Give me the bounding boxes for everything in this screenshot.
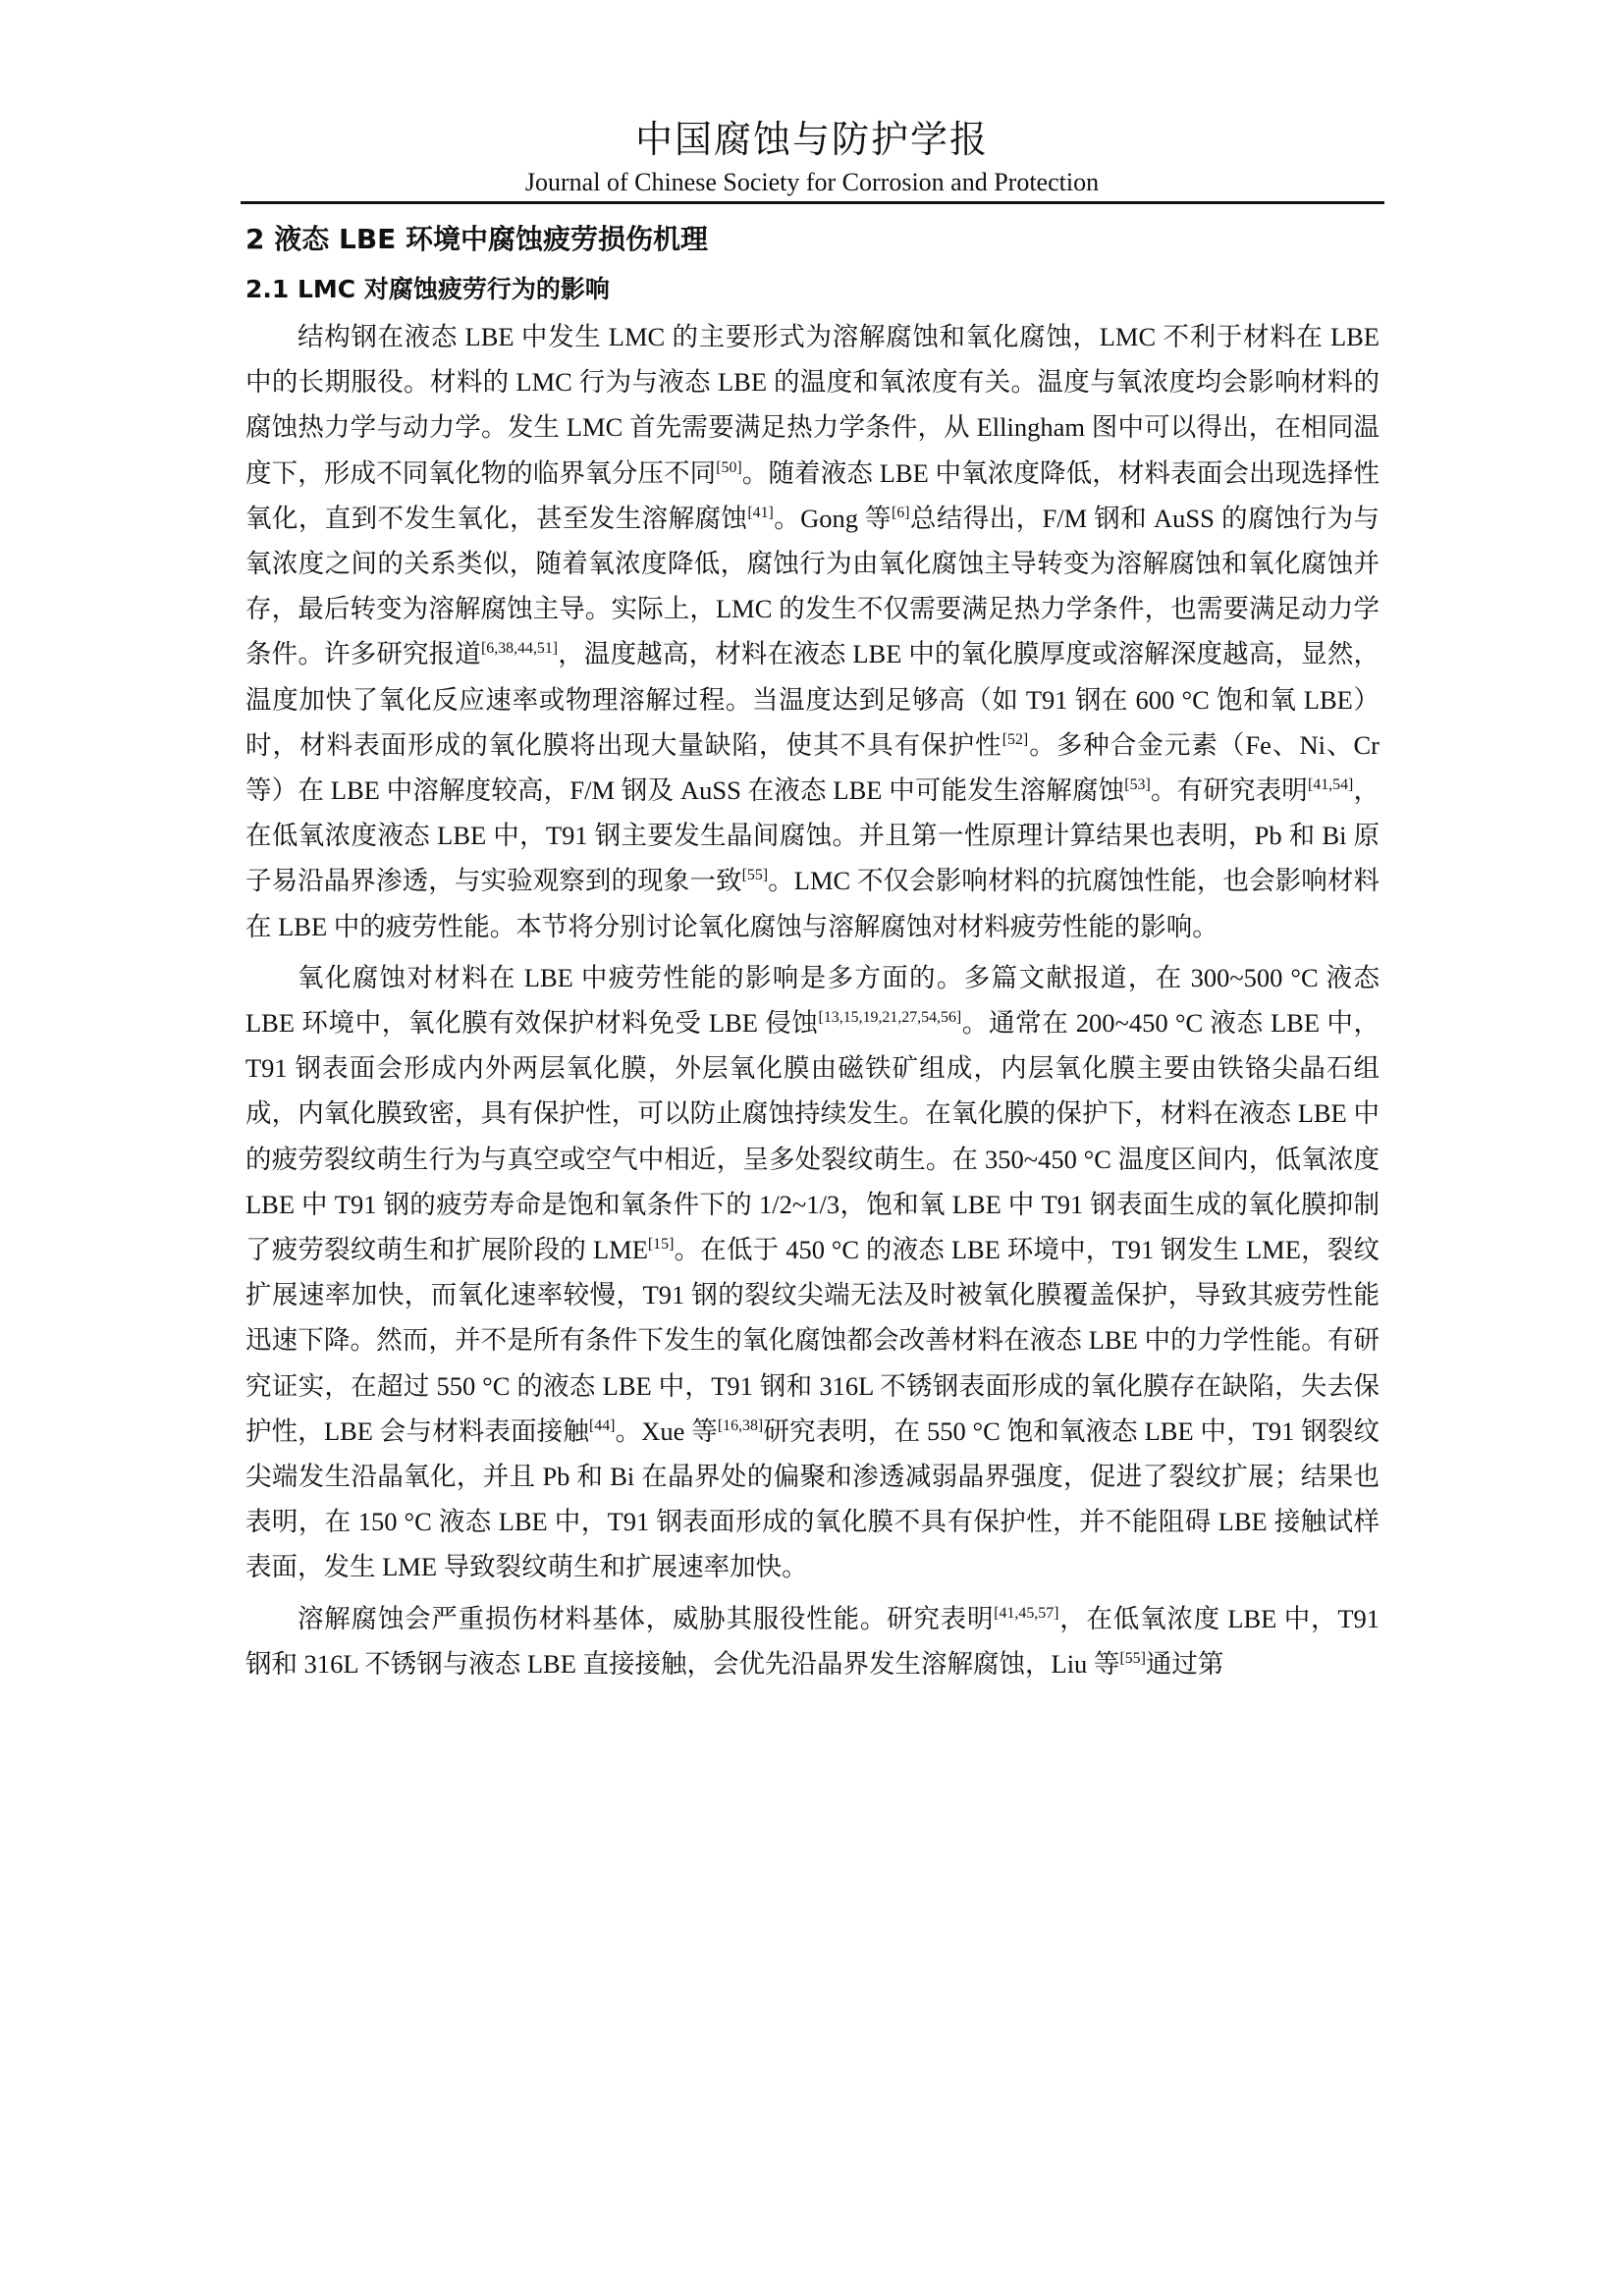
article-body (245, 214, 1380, 1692)
citation-ref: [53] (1124, 776, 1151, 794)
citation-ref: [15] (647, 1236, 675, 1254)
citation-ref: [6,38,44,51] (480, 640, 559, 658)
citation-ref: [16,38] (717, 1417, 764, 1435)
body-paragraph-1 (245, 314, 1380, 949)
citation-ref: [52] (1001, 731, 1029, 748)
citation-ref: [6] (891, 504, 910, 521)
paragraph-text: ，在低氧浓度 LBE 中，T91 钢和 316L 不锈钢与液态 LBE 直接接触，会优先沿晶界发生溶解腐蚀，Liu 等 (245, 1603, 1380, 1679)
paragraph-text: 。Xue 等 (615, 1415, 718, 1446)
citation-ref: [44] (588, 1417, 616, 1435)
section-heading: 2 液态 LBE 环境中腐蚀疲劳损伤机理 (245, 223, 709, 255)
paragraph-text: 。在低于 450 °C 的液态 LBE 环境中，T91 钢发生 LME，裂纹扩展速率加快，而氧化速率较慢，T91 钢的裂纹尖端无法及时被氧化膜覆盖保护，导致其疲劳性能迅速下降。然而，并不是所有条件下发生的氧化腐蚀都会改善材料在液态 LBE 中的力学性能。有研究证实，在超过 550 °C 的液态 LBE 中，T91 钢和 316L 不锈钢表面形成的氧化膜存在缺陷，失去保护性，LBE 会与材料表面接触 (245, 1235, 1380, 1446)
citation-ref: [55] (1119, 1650, 1146, 1668)
paragraph-text: 结构钢在液态 LBE 中发生 LMC 的主要形式为溶解腐蚀和氧化腐蚀，LMC 不利于材料在 LBE 中的长期服役。材料的 LMC 行为与液态 LBE 的温度和氧浓度有关。温度与氧浓度均会影响材料的腐蚀热力学与动力学。发生 LMC 首先需要满足热力学条件，从 Ellingham 图中可以得出，在相同温度下，形成不同氧化物的临界氧分压不同 (245, 322, 1380, 488)
paragraph-text: ，在低氧浓度液态 LBE 中，T91 钢主要发生晶间腐蚀。并且第一性原理计算结果也表明，Pb 和 Bi 原子易沿晶界渗透，与实验观察到的现象一致 (245, 775, 1380, 896)
citation-ref: [41,54] (1307, 776, 1354, 794)
citation-ref: [50] (716, 458, 742, 476)
paragraph-text: 。通常在 200~450 °C 液态 LBE 中，T91 钢表面会形成内外两层氧化膜，外层氧化膜由磁铁矿组成，内层氧化膜主要由铁铬尖晶石组成，内氧化膜致密，具有保护性，可以防止腐蚀持续发生。在氧化膜的保护下，材料在液态 LBE 中的疲劳裂纹萌生行为与真空或空气中相近，呈多处裂纹萌生。在 350~450 °C 温度区间内，低氧浓度 LBE 中 T91 钢的疲劳寿命是饱和氧条件下的 1/2~1/3，饱和氧 LBE 中 T91 钢表面生成的氧化膜抑制了疲劳裂纹萌生和扩展阶段的 LME (245, 1008, 1380, 1265)
journal-title-en: Journal of Chinese Society for Corrosion and Protection (524, 168, 1100, 196)
body-paragraph-2 (245, 955, 1380, 1590)
body-paragraph-3 (245, 1596, 1380, 1686)
citation-ref: [41] (747, 504, 774, 521)
paragraph-text: 。有研究表明 (1150, 775, 1308, 806)
paragraph-text: 总结得出，F/M 钢和 AuSS 的腐蚀行为与氧浓度之间的关系类似，随着氧浓度降低，腐蚀行为由氧化腐蚀主导转变为溶解腐蚀和氧化腐蚀并存，最后转变为溶解腐蚀主导。实际上，LMC 的发生不仅需要满足热力学条件，也需要满足动力学条件。许多研究报道 (245, 503, 1380, 669)
paragraph-text: 溶解腐蚀会严重损伤材料基体，威胁其服役性能。研究表明 (298, 1603, 995, 1633)
paragraph-text: 研究表明，在 550 °C 饱和氧液态 LBE 中，T91 钢裂纹尖端发生沿晶氧化，并且 Pb 和 Bi 在晶界处的偏聚和渗透减弱晶界强度，促进了裂纹扩展；结果也表明，在 150 °C 液态 LBE 中，T91 钢表面形成的氧化膜不具有保护性，并不能阻碍 LBE 接触试样表面，发生 LME 导致裂纹萌生和扩展速率加快。 (245, 1415, 1380, 1582)
paragraph-text: 氧化腐蚀对材料在 LBE 中疲劳性能的影响是多方面的。多篇文献报道，在 300~500 °C 液态 LBE 环境中，氧化膜有效保护材料免受 LBE 侵蚀 (245, 962, 1380, 1039)
paragraph-text: 通过第 (1145, 1648, 1224, 1679)
paragraph-text: 。随着液态 LBE 中氧浓度降低，材料表面会出现选择性氧化，直到不发生氧化，甚至发生溶解腐蚀 (245, 457, 1380, 533)
paragraph-text: ，温度越高，材料在液态 LBE 中的氧化膜厚度或溶解深度越高，显然，温度加快了氧化反应速率或物理溶解过程。当温度达到足够高（如 T91 钢在 600 °C 饱和氧 LBE）时，材料表面形成的氧化膜将出现大量缺陷，使其不具有保护性 (245, 639, 1380, 760)
journal-title-cn: 中国腐蚀与防护学报 (634, 118, 989, 161)
paragraph-text: 。Gong 等 (773, 503, 892, 533)
citation-ref: [13,15,19,21,27,54,56] (818, 1009, 962, 1027)
paragraph-text: 。LMC 不仅会影响材料的抗腐蚀性能，也会影响材料在 LBE 中的疲劳性能。本节将分别讨论氧化腐蚀与溶解腐蚀对材料疲劳性能的影响。 (245, 866, 1380, 941)
subsection-heading: 2.1 LMC 对腐蚀疲劳行为的影响 (245, 275, 610, 303)
citation-ref: [41,45,57] (994, 1604, 1059, 1622)
citation-ref: [55] (741, 867, 769, 884)
header-rule (241, 201, 1384, 204)
paragraph-text: 。多种合金元素（Fe、Ni、Cr 等）在 LBE 中溶解度较高，F/M 钢及 AuSS 在液态 LBE 中可能发生溶解腐蚀 (245, 729, 1380, 806)
